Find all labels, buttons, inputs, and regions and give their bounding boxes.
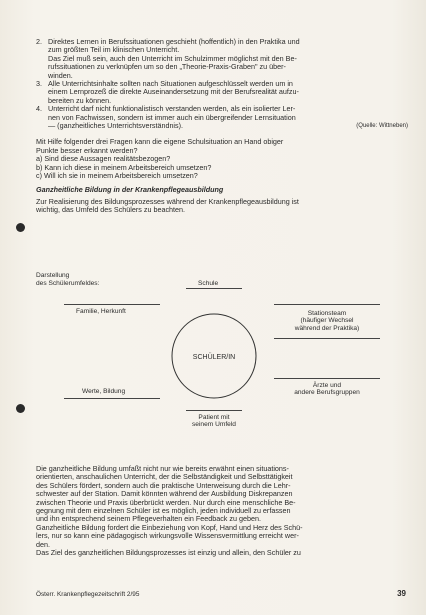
label-line: andere Berufsgruppen (294, 389, 360, 397)
text-line: lers, nur so kann eine pädagogisch wirkungsvolle Wissensvermittlung erreicht wer- (36, 532, 299, 541)
question-item: c) Will ich sie in meinem Arbeitsbereich umsetzen? (36, 172, 198, 181)
text-line: einem Lernprozeß die direkte Auseinandersetzung mit der Berufsrealität aufzu- (48, 88, 299, 97)
text-line: rufssituationen zu verknüpfen um so den „Theorie-Praxis-Graben" zu über- (48, 63, 286, 72)
text-line: nen von Fachwissen, sondern ist immer auch ein übergreifender Lernsituation (48, 113, 296, 122)
label-doctors (274, 382, 380, 397)
text-line: Ganzheitliche Bildung fordert die Einbeziehung von Kopf, Hand und Herz des Schü- (36, 523, 303, 532)
article-body-bottom (36, 465, 408, 557)
label-line: Patient mit (198, 414, 230, 421)
text-line: winden. (48, 71, 73, 80)
question-item: a) Sind diese Aussagen realitätsbezogen? (36, 155, 171, 164)
article-body-top (36, 38, 408, 215)
label-line: während der Praktika) (294, 324, 360, 332)
list-number: 2. (36, 37, 42, 46)
journal-name: Österr. Krankenpflegezeitschrift 2/95 (36, 591, 140, 598)
label-line: (häufiger Wechsel (300, 317, 354, 325)
label-line: Stationsteam (307, 310, 347, 317)
text-line: gegnung mit dem einzelnen Schüler ist es möglich, jeden individuell zu erfassen (36, 507, 291, 516)
label-patient (176, 414, 252, 429)
source-citation: (Quelle: Wittneben) (356, 123, 408, 130)
text-line: wichtig, das Umfeld des Schülers zu beachten. (36, 206, 186, 215)
text-line: Alle Unterrichtsinhalte sollten nach Situationen aufgeschlüsselt werden um in (48, 80, 293, 89)
label-line: Ärzte und (312, 382, 342, 389)
text-line: Punkte besser erkannt werden? (36, 146, 138, 155)
label-school: Schule (198, 280, 219, 287)
label-line: seinem Umfeld (192, 421, 236, 429)
list-item (36, 80, 408, 105)
question-item: b) Kann ich diese in meinem Arbeitsbereich umsetzen? (36, 163, 212, 172)
section-heading: Ganzheitliche Bildung in der Krankenpflegeausbildung (36, 185, 224, 194)
label-values: Werte, Bildung (82, 388, 126, 395)
text-line: des Schülers fördert, sondern auch die praktische Unterweisung durch die Lehr- (36, 481, 291, 490)
punch-hole (16, 404, 25, 413)
text-line: Die ganzheitliche Bildung umfaßt nicht nur wie bereits erwähnt einen situations- (36, 465, 289, 473)
label-family: Familie, Herkunft (76, 308, 126, 315)
overline (186, 410, 242, 411)
list-number: 3. (36, 79, 42, 89)
text-line: zwischen Theorie und Praxis überbrückt werden. Nur durch eine menschliche Be- (36, 498, 296, 507)
list-item (36, 38, 408, 80)
text-line: Direktes Lernen in Berufssituationen geschieht (hoffentlich) in den Praktika und (48, 38, 300, 46)
text-line: orientierten, anschaulichen Unterricht, der die Selbständigkeit und Selbsttätigkeit (36, 473, 293, 482)
page-number: 39 (397, 589, 406, 598)
list-item (36, 105, 408, 130)
text-line: und ihn entsprechend seinem Pflegeverhalten ein Feedback zu geben. (36, 515, 261, 524)
text-line: den. (36, 540, 50, 549)
overline (274, 378, 380, 379)
student-environment-diagram (36, 272, 408, 452)
text-line: bereiten zu können. (48, 96, 112, 105)
text-line: zum größten Teil im klinischen Unterricht. (48, 46, 180, 55)
text-line: Unterricht darf nicht funktionalistisch verstanden werden, als ein isolierter Ler- (48, 105, 296, 114)
text-line: Zur Realisierung des Bildungsprozesses während der Krankenpflegeausbildung ist (36, 197, 299, 206)
label-student: SCHÜLER/IN (192, 354, 236, 361)
text-line: Mit Hilfe folgender drei Fragen kann die eigene Schulsituation an Hand obiger (36, 138, 284, 147)
diagram-caption: des Schülerumfeldes: (36, 280, 100, 287)
list-number: 4. (36, 104, 42, 114)
text-line: schwester auf der Station. Damit könnten während der Ausbildung Diskrepanzen (36, 490, 293, 499)
punch-hole (16, 223, 25, 232)
page-footer (36, 591, 406, 598)
underline (64, 398, 160, 399)
text-line: Das Ziel muß sein, auch den Unterricht im Schulzimmer möglichst mit den Be- (48, 54, 297, 63)
diagram-caption: Darstellung (36, 272, 70, 279)
text-line: — (ganzheitliches Unterrichtsverständnis). (48, 122, 184, 131)
text-line: Das Ziel des ganzheitlichen Bildungsprozesses ist einzig und allein, den Schüler zu (36, 549, 301, 558)
